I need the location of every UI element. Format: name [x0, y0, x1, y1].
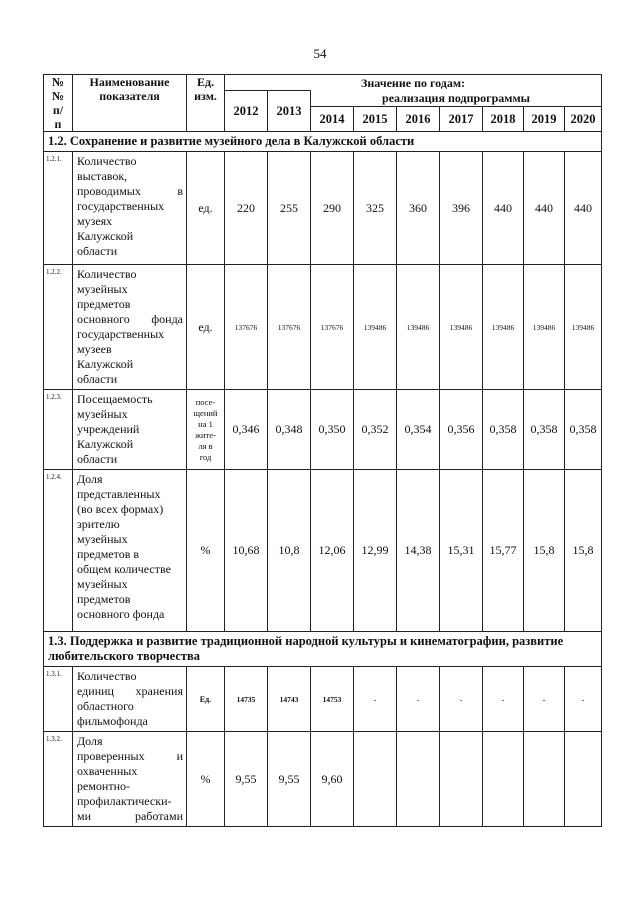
indicator-name-line: музейных	[77, 577, 128, 591]
indicator-name-line: зрителю	[77, 517, 120, 531]
value-2020: 15,8	[565, 470, 602, 632]
unit-line: год	[199, 451, 212, 462]
indicator-name-line: выставок,	[77, 169, 128, 183]
value-2014: 14753	[311, 667, 354, 732]
table-row	[44, 732, 602, 827]
indicator-name-line: Калужской	[77, 357, 134, 371]
year-2012: 2012	[225, 91, 268, 132]
value-2018: 15,77	[483, 470, 524, 632]
value-2018: 440	[483, 152, 524, 265]
value-2012: 220	[225, 152, 268, 265]
unit-cell	[187, 667, 225, 732]
indicator-name	[73, 470, 187, 632]
values-title: Значение по годам:	[225, 75, 602, 91]
unit-line: %	[200, 543, 211, 557]
indicator-name-line: общем количестве	[77, 562, 171, 576]
indicator-name-line: Посещаемость	[77, 392, 153, 406]
row-number: 1.3.1.	[44, 667, 73, 732]
value-2016	[397, 732, 440, 827]
indicator-name	[73, 667, 187, 732]
indicator-name-line: предметов	[77, 297, 131, 311]
section-row	[44, 632, 602, 667]
unit-cell	[187, 265, 225, 390]
header-row-top	[44, 75, 602, 91]
indicator-name-line: представленных	[77, 487, 161, 501]
value-2017: 396	[440, 152, 483, 265]
value-2020: 0,358	[565, 390, 602, 470]
value-2016: 0,354	[397, 390, 440, 470]
indicator-name-line: профилактически-	[77, 794, 172, 808]
year-2020: 2020	[565, 107, 602, 132]
indicator-name	[73, 265, 187, 390]
value-2015: -	[354, 667, 397, 732]
table-row	[44, 390, 602, 470]
indicator-name	[73, 152, 187, 265]
value-2020: 440	[565, 152, 602, 265]
row-number: 1.2.2.	[44, 265, 73, 390]
section-title: 1.2. Сохранение и развитие музейного дела в Калужской области	[44, 132, 602, 152]
indicator-name-line: области	[77, 452, 118, 466]
value-2014: 12,06	[311, 470, 354, 632]
col-unit-header: Ед. изм.	[187, 75, 225, 132]
unit-cell	[187, 732, 225, 827]
value-2018: 139486	[483, 265, 524, 390]
indicator-name-line: государственных	[77, 327, 165, 341]
row-number: 1.3.2.	[44, 732, 73, 827]
indicator-name-line: ремонтно-	[77, 779, 131, 793]
value-2018: -	[483, 667, 524, 732]
value-2019: 440	[524, 152, 565, 265]
indicator-name-line: музейных	[77, 282, 128, 296]
indicators-table	[43, 74, 602, 827]
value-2014: 290	[311, 152, 354, 265]
indicator-name	[73, 732, 187, 827]
indicator-name	[73, 390, 187, 470]
values-subtitle: реализация подпрограммы	[311, 91, 602, 107]
indicator-name-line: музеях	[77, 214, 113, 228]
value-2017: -	[440, 667, 483, 732]
value-2020: 139486	[565, 265, 602, 390]
value-2019: 139486	[524, 265, 565, 390]
value-2012: 137676	[225, 265, 268, 390]
value-2015	[354, 732, 397, 827]
row-number: 1.2.1.	[44, 152, 73, 265]
year-2014: 2014	[311, 107, 354, 132]
value-2014: 137676	[311, 265, 354, 390]
value-2017	[440, 732, 483, 827]
value-2013: 10,8	[268, 470, 311, 632]
value-2016: -	[397, 667, 440, 732]
indicator-name-line: области	[77, 244, 118, 258]
row-number: 1.2.3.	[44, 390, 73, 470]
year-2015: 2015	[354, 107, 397, 132]
indicator-name-line: предметов в	[77, 547, 140, 561]
value-2015: 139486	[354, 265, 397, 390]
unit-line: %	[200, 771, 211, 786]
value-2013: 14743	[268, 667, 311, 732]
unit-line: ед.	[198, 200, 213, 215]
row-number: 1.2.4.	[44, 470, 73, 632]
year-2019: 2019	[524, 107, 565, 132]
value-2019: 0,358	[524, 390, 565, 470]
indicator-name-line: основного фонда	[77, 607, 165, 621]
unit-line: Ед.	[199, 694, 212, 704]
unit-cell	[187, 470, 225, 632]
col-num-header: № № п/ п	[44, 75, 73, 132]
indicator-name-line: Количество	[77, 267, 137, 281]
year-2013: 2013	[268, 91, 311, 132]
indicator-name-line: музеев	[77, 342, 112, 356]
value-2012: 9,55	[225, 732, 268, 827]
value-2017: 139486	[440, 265, 483, 390]
unit-line: на 1	[198, 418, 213, 429]
unit-line: ля в	[198, 440, 213, 451]
section-title: 1.3. Поддержка и развитие традиционной народной культуры и кинематографии, развитие любительского творчества	[44, 632, 602, 667]
col-name-header: Наименование показателя	[73, 75, 187, 132]
value-2013: 137676	[268, 265, 311, 390]
indicator-name-line: (во всех формах)	[77, 502, 164, 516]
table-row	[44, 152, 602, 265]
value-2014: 0,350	[311, 390, 354, 470]
indicator-name-line: учреждений	[77, 422, 140, 436]
value-2017: 0,356	[440, 390, 483, 470]
unit-cell	[187, 152, 225, 265]
indicator-name-line: государственных	[77, 199, 165, 213]
unit-line: посе-	[195, 396, 216, 407]
indicator-name-line: Доля	[77, 472, 103, 486]
indicator-name-line: музейных	[77, 407, 128, 421]
indicator-name-line: музейных	[77, 532, 128, 546]
indicator-name-line: проводимых в	[77, 184, 183, 198]
value-2012: 0,346	[225, 390, 268, 470]
indicator-name-line: охваченных	[77, 764, 138, 778]
value-2018: 0,358	[483, 390, 524, 470]
value-2018	[483, 732, 524, 827]
value-2020	[565, 732, 602, 827]
value-2016: 139486	[397, 265, 440, 390]
indicator-name-line: проверенных и	[77, 749, 183, 763]
value-2017: 15,31	[440, 470, 483, 632]
indicator-name-line: Калужской	[77, 229, 134, 243]
table-body	[44, 132, 602, 827]
indicator-name-line: основного фонда	[77, 312, 183, 326]
table-row	[44, 667, 602, 732]
table-row	[44, 470, 602, 632]
value-2020: -	[565, 667, 602, 732]
year-2017: 2017	[440, 107, 483, 132]
indicator-name-line: Доля	[77, 734, 103, 748]
year-2018: 2018	[483, 107, 524, 132]
unit-cell	[187, 390, 225, 470]
section-row	[44, 132, 602, 152]
value-2016: 14,38	[397, 470, 440, 632]
indicator-name-line: единиц хранения	[77, 684, 183, 698]
page-number: 54	[313, 46, 327, 61]
indicator-name-line: предметов	[77, 592, 131, 606]
value-2013: 9,55	[268, 732, 311, 827]
indicator-name-line: области	[77, 372, 118, 386]
value-2019: 15,8	[524, 470, 565, 632]
value-2012: 14735	[225, 667, 268, 732]
indicator-name-line: областного	[77, 699, 134, 713]
indicator-name-line: Количество	[77, 669, 137, 683]
indicator-name-line: фильмофонда	[77, 714, 148, 728]
table-row	[44, 265, 602, 390]
value-2013: 255	[268, 152, 311, 265]
unit-line: щений	[193, 407, 218, 418]
value-2016: 360	[397, 152, 440, 265]
unit-line: ед.	[198, 319, 213, 334]
year-2016: 2016	[397, 107, 440, 132]
value-2015: 12,99	[354, 470, 397, 632]
value-2019: -	[524, 667, 565, 732]
value-2012: 10,68	[225, 470, 268, 632]
value-2019	[524, 732, 565, 827]
value-2015: 0,352	[354, 390, 397, 470]
value-2013: 0,348	[268, 390, 311, 470]
indicator-name-line: Количество	[77, 154, 137, 168]
value-2014: 9,60	[311, 732, 354, 827]
value-2015: 325	[354, 152, 397, 265]
unit-line: жите-	[195, 429, 216, 440]
indicator-name-line: Калужской	[77, 437, 134, 451]
indicator-name-line: ми работами	[77, 809, 183, 823]
